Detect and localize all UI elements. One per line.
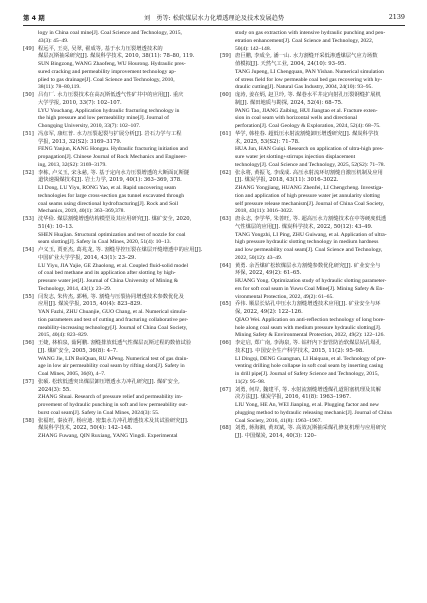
reference-line: Mechanics, 2019, 40(1): 363–369,378. [38, 208, 125, 215]
reference-line: meability-increasing technology[J]. Journal of China Coal Society, [38, 324, 188, 331]
reference-number: [61] [220, 130, 231, 137]
reference-column-left [23, 30, 207, 441]
reference-number: [62] [220, 169, 231, 176]
reference-line: 中国矿业大学学报, 2014, 43(1): 23–29. [38, 254, 137, 261]
reference-line: 张福旺, 秦汝祥, 杨应迪. 密集水力冲孔增透技术及其试验研究[J]. [38, 417, 189, 424]
reference-line: LI Dong, LU Yiyu, RONG Yao, et al. Rapid uncovering seam [38, 185, 176, 191]
reference-line: LU Yiyu, JIA Yajie, GE Zhaolong, et al. Coupled fluid-solid model [38, 262, 189, 269]
reference-line: propagation[J]. Chinese Journal of Rock Mechanics and Engineer- [38, 154, 188, 160]
reference-line: sion in coal seam with horizontal wells and directional [235, 115, 358, 122]
reference-number: [60] [220, 92, 231, 98]
reference-line: ers for soft coal seam in Yuwu Coal Mine[J]. Mining Safety & En- [235, 285, 385, 292]
reference-number: [59] [220, 53, 231, 60]
reference-line: venting drilling hole collapse in soft coal seam by inserting casing [235, 363, 384, 370]
reference-line: 制[J]. 煤田地质与勘探, 2024, 52(4): 68–75. [235, 99, 343, 106]
reference-line: ZHANG Shuai. Research of pressure relief and permeability im- [38, 394, 183, 401]
reference-line: Coal Society, 2016, 41(8): 1963–1967. [235, 417, 322, 424]
reference-line: [J]. 煤矿安全, 2005, 36(8): 4–7. [38, 347, 118, 354]
reference-entry [220, 53, 404, 92]
reference-line: logy in China coal mine[J]. Coal Science and Technology, 2015, [38, 30, 182, 36]
reference-line: LYU Youchang. Application hydraulic fracturing technology in [38, 107, 180, 114]
reference-entry [23, 294, 207, 341]
reference-number: [53] [23, 216, 34, 222]
reference-line: self pressure release mechanism[J]. Journal of China Coal Society, [235, 200, 385, 207]
reference-entry [23, 131, 207, 170]
reference-line: LIU Yong, HE An, WEI Jianping, et al. Plugging factor and new [235, 402, 380, 408]
reference-line: QIAO Wei. Application on anti-reflection technology of long bore- [235, 316, 385, 323]
reference-number: [67] [220, 386, 231, 393]
reference-number: [56] [23, 340, 34, 346]
page-number: 2139 [388, 13, 405, 21]
reference-entry [220, 301, 404, 340]
reference-entry [23, 340, 207, 379]
reference-number: [65] [220, 301, 231, 308]
reference-line: YAN Fazhi, ZHU Chuanjie, GUO Chang, et al. Numerical simula- [38, 309, 187, 315]
reference-entry [220, 30, 404, 53]
reference-line: vironmental Protection, 2022, 49(2): 61–65. [235, 293, 334, 300]
reference-line: TANG Yongzhi, LI Ping, ZHU Guiwang, et al. Application of ultra- [235, 231, 387, 238]
reference-entry [23, 247, 207, 294]
reference-line: 王婕, 林柏泉, 茹阿鹏. 割缝排放低透气性煤层瓦斯过程的数值试验 [38, 340, 192, 346]
reference-line: plugging method to hydraulic releasing mechanic[J]. Journal of China [235, 409, 392, 416]
header-rule [23, 25, 405, 26]
reference-line: FENG Yanjun, KANG Hongpu. Hydraulic fracturing initiation and [38, 146, 188, 153]
reference-line: WANG Jie, LIN BoiQuan, RU APeng. Numerical test of gas drain- [38, 355, 189, 362]
reference-line: ing, 2013, 32(S2): 3169–3179. [38, 161, 107, 168]
reference-line: 张永将, 黄振飞, 李成成. 高压水射流环切割缝自激压机制及应用 [235, 169, 383, 176]
reference-line: etration enhancement[J]. Coal Science and Technology, 2022, [235, 37, 374, 44]
reference-line: high pressure hydraulic slotting technology in medium hardness [235, 239, 379, 246]
reference-line: Coal Mines, 2005, 36(8), 4–7. [38, 371, 106, 377]
reference-entry [23, 46, 207, 93]
reference-line: 51(4): 10–13. [38, 223, 74, 230]
reference-line: 煤炭科学技术, 2022, 50(4): 142–148. [38, 425, 133, 432]
reference-line: HUA Jun, HAN Guiqi. Research on application of ultra-high pres- [235, 146, 384, 153]
reference-line: in drill pipe[J]. Journal of Safety Science and Technology, 2015, [235, 371, 379, 377]
reference-line: 大学学报, 2010, 33(7): 102–107. [38, 99, 122, 106]
reference-line: of stress field for low permeable coal bed gas recovering with hy- [235, 76, 383, 83]
reference-number: [50] [23, 92, 34, 98]
reference-entry [23, 418, 207, 441]
reference-line: sured cracking and permeability improvement technology ap- [38, 68, 176, 75]
reference-number: [58] [23, 417, 34, 424]
reference-line: tion and application of high pressure water jet annularity slotting [235, 192, 380, 199]
reference-number: [68] [220, 425, 231, 432]
reference-number: [57] [23, 378, 34, 385]
reference-line: 程远平, 王亮, 吴翠, 翟成等, 基于水力压裂增透技术的 [38, 45, 163, 52]
reference-line: 43(3): 45–49. [38, 37, 69, 44]
reference-line: technology[J]. Coal Science and Technology, 2025, 52(S2): 71–78. [235, 161, 385, 168]
reference-number: [54] [23, 247, 34, 253]
reference-line: 道快速揭煤技术[J]. 岩土力学, 2019, 40(1): 363–369, 378. [38, 177, 182, 184]
reference-line: TANG Jupeng, LI Chengquan, PAN Yishan. Numerical simulation [235, 68, 384, 75]
reference-number: [55] [23, 293, 34, 300]
reference-line: 术, 2025, 53(S2): 71–78. [235, 138, 300, 145]
reference-line: 华学, 韩桂春. 超低压水射流割缝卸压增透研究[J]. 煤炭科学技 [235, 130, 379, 137]
reference-number: [63] [220, 216, 231, 222]
reference-line: 值模拟[J]. 天然气工业, 2004, 24(10): 93–95. [235, 61, 347, 67]
reference-line: hole along coal seam with medium pressure hydraulic slotting[J]. [235, 324, 382, 331]
reference-line: sure water jet slotting+stirrups injection displacement [235, 154, 356, 160]
reference-line: LI Dingqi, DENG Guangnan, LI Haiquan, et al. Technology of pre- [235, 355, 387, 362]
reference-entry [23, 379, 207, 418]
reference-line: 学报, 2013, 32(S2): 3169–3179. [38, 138, 122, 145]
reference-line: ZHANG Yongjiang, HUANG Zhenfei, LI Chengcheng. Investiga- [235, 185, 384, 191]
reference-number: [51] [23, 130, 34, 137]
reference-line: Technology, 2014, 43(1): 23–29. [38, 285, 112, 292]
reference-line: 卢义玉, 贾亚杰, 葛兆龙, 等. 割缝导控压裂在煤层开缝增透中的应用[J]. [38, 247, 203, 253]
reference-line: pressure water jet[J]. Journal of China University of Mining & [38, 278, 179, 284]
reference-line: 李栋, 卢义玉, 宋永慈, 等. 基于定向水力压裂增透的大断面瓦斯隧 [38, 169, 190, 176]
reference-line: 乔伟. 顺层长钻孔中压水力割缝增透技术应用[J]. 矿业安全与环 [235, 301, 381, 308]
reference-line: SHEN Huajian. Structural optimization and test of nozzle for coal [38, 231, 186, 238]
reference-line: perforation[J]. Coal Geology & Exploration, 2024, 52(4): 68–75. [235, 123, 381, 129]
reference-line: 应用[J]. 煤炭学报, 2015, 40(4): 823–829. [38, 301, 142, 308]
reference-line: ZHANG Fuwang, QIN Ruxiang, YANG Yingdi. Experimental [38, 433, 178, 439]
reference-line: burst coal seam[J]. Safety in Coal Mines, 2024(3): 55. [38, 409, 160, 416]
reference-line: 2024(3): 55. [38, 386, 71, 393]
reference-line: 唐永志, 李学华, 朱善旺, 等. 超高压水力割缝技术在中等硬度低透 [235, 216, 387, 222]
running-title: 刘 勇等: 松软煤层水力化增透理论及技术发展趋势 [143, 15, 285, 22]
reference-line: 冯彦军, 康红普. 水力压裂起裂与扩展分析[J]. 岩石力学与工程 [38, 130, 182, 137]
reference-entry [220, 387, 404, 426]
issue-label: 第 4 期 [23, 14, 45, 22]
reference-line: seam slotting[J]. Safety in Coal Mines, 2020, 51(4): 10–13. [38, 239, 171, 246]
reference-line: 决方法[J]. 煤炭学报, 2016, 41(8): 1963–1967. [235, 394, 351, 401]
reference-line: 沈华俭. 煤层割缝增透结构模型及其应用研究[J]. 煤矿安全, 2020, [38, 216, 192, 222]
reference-line: 50(4): 142–148. [235, 45, 272, 52]
reference-line: technologies for large cross-section gas tunnel excavated through [38, 192, 185, 199]
reference-line: 气性煤层的应用[J]. 煤炭科学技术, 2022, 50(12): 43–49. [235, 223, 373, 230]
reference-entry [220, 170, 404, 217]
reference-entry [23, 30, 207, 46]
reference-entry [23, 92, 207, 131]
reference-line: 庞涛, 姜在炳, 赵卫玲, 等. 煤巷水平井定向射孔压裂钢缝扩展机 [235, 92, 381, 98]
reference-line: age in low air permeability coal seam by rifting slots[J]. Safety in [38, 363, 185, 370]
reference-entry [220, 340, 404, 387]
reference-line: 黄勇. 余吾煤矿松软煤层水力割缝参数优化研究[J]. 矿业安全与 [235, 262, 381, 269]
reference-line: SUN Bingzong, WANG Zhaofeng, WU Hourong. Hydraulic pres- [38, 61, 186, 67]
reference-entry [23, 216, 207, 247]
reference-line: 技术[J]. 中国安全生产科学技术, 2015, 11(2): 95–98. [235, 347, 364, 354]
reference-line: 2015, 40(4): 823–829. [38, 332, 89, 339]
reference-line: study on gas extraction with intensive hydraulic punching and pen- [235, 30, 386, 36]
reference-line: of coal bed methane and its application after slotting by high- [38, 270, 176, 277]
reference-line: 张硕. 松软低透突出煤层卸压增透水力冲孔研究[J]. 煤矿安全, [38, 378, 180, 385]
reference-line: HUANG Yong. Optimization study of hydraulic slotting parameter- [235, 278, 387, 284]
reference-line: Chongqing University, 2010, 33(7): 102–107. [38, 123, 141, 129]
reference-line: 闫发志, 朱传杰, 郭畅, 等. 割缝与压裂协同增透技术参数优化及 [38, 293, 184, 300]
reference-line: 环保, 2022, 49(2): 61–65. [235, 270, 302, 277]
reference-line: the high pressure and low permeability mine[J]. Journal of [38, 115, 169, 122]
reference-line: 吕有厂. 水力压裂技术在高瓦斯低透气性矿井中的应用[J]. 重庆 [38, 92, 184, 98]
reference-number: [66] [220, 340, 231, 346]
reference-entry [220, 216, 404, 263]
reference-number: [64] [220, 262, 231, 269]
reference-line: 保, 2022, 49(2): 122–126. [235, 309, 303, 315]
reference-entry [220, 263, 404, 302]
reference-entry [23, 170, 207, 217]
reference-line: provement of hydraulic punching in soft and low permeability out- [38, 402, 188, 408]
reference-line: 刘勇, 何岸, 魏建平, 等. 水射流割缝增透煤孔道阻塞机理及其解 [235, 386, 381, 393]
reference-line: tion parameters and test of cutting and fracturing collaborative per- [38, 316, 189, 323]
reference-line: [J]. 煤炭学报, 2018, 43(11): 3016–3022. [235, 177, 339, 184]
reference-line: 11(2): 95–98. [235, 378, 266, 385]
reference-line: 煤层瓦斯抽采研究[J]. 煤炭科学技术, 2010, 38(11): 78–80, 119. [38, 53, 195, 60]
reference-line: plied to gas drainage[J]. Coal Science and Technology, 2010, [38, 76, 175, 83]
reference-line: 2022, 50(12): 43–49. [235, 254, 283, 261]
reference-column-right [220, 30, 404, 441]
reference-number: [52] [23, 169, 34, 176]
reference-entry [220, 425, 404, 441]
running-header [23, 13, 405, 24]
reference-line: 2018, 43(11): 3016–3022. [235, 208, 294, 215]
reference-entry [220, 131, 404, 170]
reference-line: Mining Safety & Environmental Protection, 2022, 49(2): 122–126. [235, 332, 385, 339]
reference-line: coal seams using directional hydrofracturing[J]. Rock and Soil [38, 200, 179, 207]
reference-line: and low permeability coal seam[J]. Coal Science and Technology, [235, 247, 383, 253]
reference-line: [J]. 中国煤炭, 2014, 40(3): 120– [235, 433, 317, 439]
reference-number: [49] [23, 45, 34, 52]
reference-line: 李定启, 郑广南, 李海泉, 等. 钻杆内下套管防治软煤层钻孔塌孔 [235, 340, 381, 346]
reference-line: 唐巨鹏, 李成全, 潘一山. 水力割缝开采低渗透煤层气应力场数 [235, 53, 378, 60]
reference-line: draulic cutting[J]. Natural Gas Industry, 2004, 24(10): 93–95. [235, 84, 373, 91]
reference-line: 38(11): 78–80,119. [38, 84, 81, 91]
reference-line: 刘勇, 蒋海湘, 黄双斌, 等. 高效瓦斯抽采煤孔修复机理与应用研究 [235, 425, 387, 432]
reference-line: PANG Tao, JIANG Zaibing, HUI Jiangtao et al. Fracture exten- [235, 107, 378, 114]
reference-entry [220, 92, 404, 131]
